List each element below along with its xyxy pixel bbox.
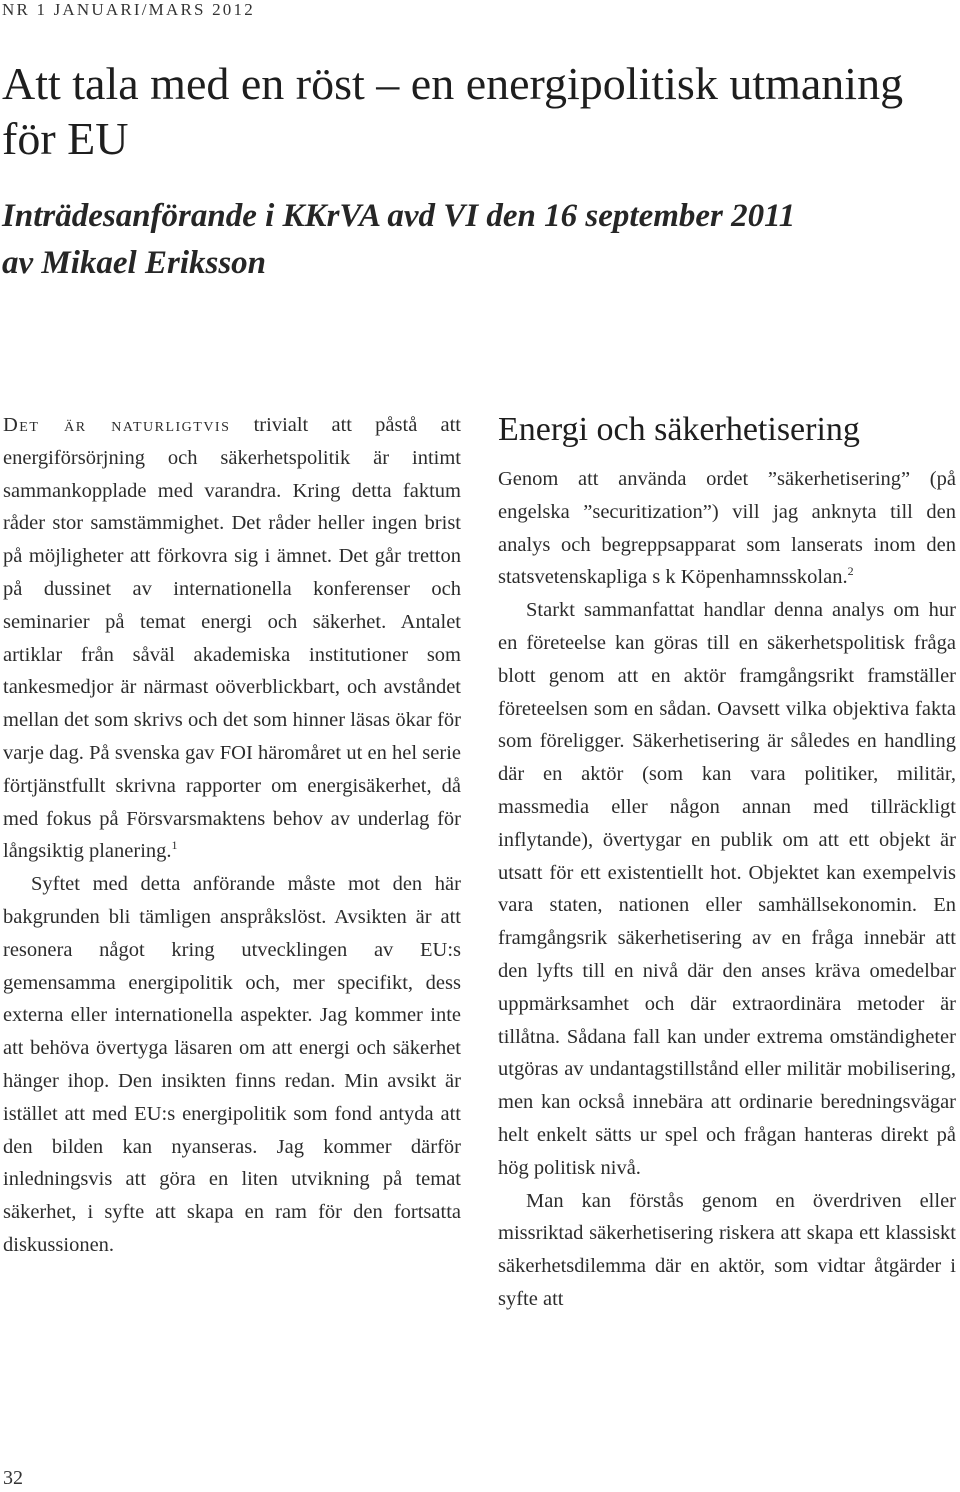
left-column (3, 409, 461, 1262)
article-title: Att tala med en röst – en energipolitisk utmaning för EU (2, 58, 904, 164)
right-column (498, 409, 956, 1316)
article-subtitle (2, 193, 952, 287)
section-heading: Energi och säkerhetisering (498, 411, 860, 448)
left-paragraph-2: Syftet med detta anförande måste mot den här bakgrunden bli tämligen anspråkslöst. Avsikten är att resonera något kring utvecklingen av EU:s gemensamma energipolitik och, mer specifikt, dess externa eller internationella aspekter. Jag kommer inte att behöva övertyga läsaren om att energi och säkerhet hänger ihop. Den insikten finns redan. Min avsikt är istället att med EU:s energipolitik som fond antyda att den bilden kan nyanseras. Jag kommer därför inledningsvis att göra en liten utvikning på temat säkerhet, i syfte att skapa en ram för den fortsatta diskussionen. (3, 873, 461, 1256)
right-paragraph-3: Man kan förstås genom en överdriven eller missriktad säkerhetisering riskera att skapa ett klassiskt säkerhetsdilemma där en aktör, som vidtar åtgärder i syfte att (498, 1189, 956, 1310)
running-header: NR 1 JANUARI/MARS 2012 (2, 0, 255, 19)
left-paragraph-1-text: trivialt att påstå att energiförsörjning och säkerhetspolitik är intimt sammankopplade med varandra. Kring detta faktum råder stor samstämmighet. Det råder heller ingen brist på möjligheter att förkovra sig i ämnet. Det går tretton på dussinet av internationella konferenser och seminarier på temat energi och säkerhet. Antalet artiklar från såväl akademiska institutioner som tankesmedjor är närmast oöverblickbart, och avståndet mellan det som skrivs och det som hinner läsas ökar för varje dag. På svenska gav FOI häromåret ut en hel serie förtjänstfullt skrivna rapporter om energisäkerhet, då med fokus på Försvarsmaktens behov av underlag för långsiktig planering. (3, 414, 461, 863)
left-paragraph-1 (3, 409, 461, 868)
footnote-marker-2: 2 (847, 564, 854, 579)
lead-in-smallcaps: Det är naturligtvis (3, 414, 231, 436)
footnote-marker-1: 1 (171, 838, 178, 853)
page-number: 32 (3, 1467, 23, 1489)
right-paragraph-1 (498, 463, 956, 594)
subtitle-line-2: av Mikael Eriksson (2, 245, 267, 281)
subtitle-line-1: Inträdesanförande i KKrVA avd VI den 16 september 2011 (2, 198, 796, 234)
right-paragraph-1-text: Genom att använda ordet ”säkerhetisering” (på engelska ”securitization”) vill jag anknyta till den analys och begreppsapparat som lanserats inom den statsvetenskapliga s k Köpenhamnsskolan. (498, 468, 956, 589)
right-paragraph-2: Starkt sammanfattat handlar denna analys om hur en företeelse kan göras till en säkerhetspolitisk fråga blott genom att en aktör framgångsrikt framställer företeelsen som en sådan. Oavsett vilka objektiva fakta som föreligger. Säkerhetisering är således en handling där en aktör (som kan vara politiker, militär, massmedia eller någon annan med tillräckligt inflytande), övertygar en publik om att ett objekt är utsatt för ett existentiellt hot. Objektet kan exempelvis vara staten, nationen eller samhällsekonomin. En framgångsrik säkerhetisering av en fråga innebär att den lyfts till en nivå där den anses kräva omedelbar uppmärksamhet och där extraordinära metoder är tillåtna. Sådana fall kan under extrema omständigheter utgöras av undantagstillstånd eller militär mobilisering, men kan också innebära att ordinarie beredningsvägar helt enkelt sätts ur spel och frågan hanteras direkt på hög politisk nivå. (498, 599, 956, 1179)
